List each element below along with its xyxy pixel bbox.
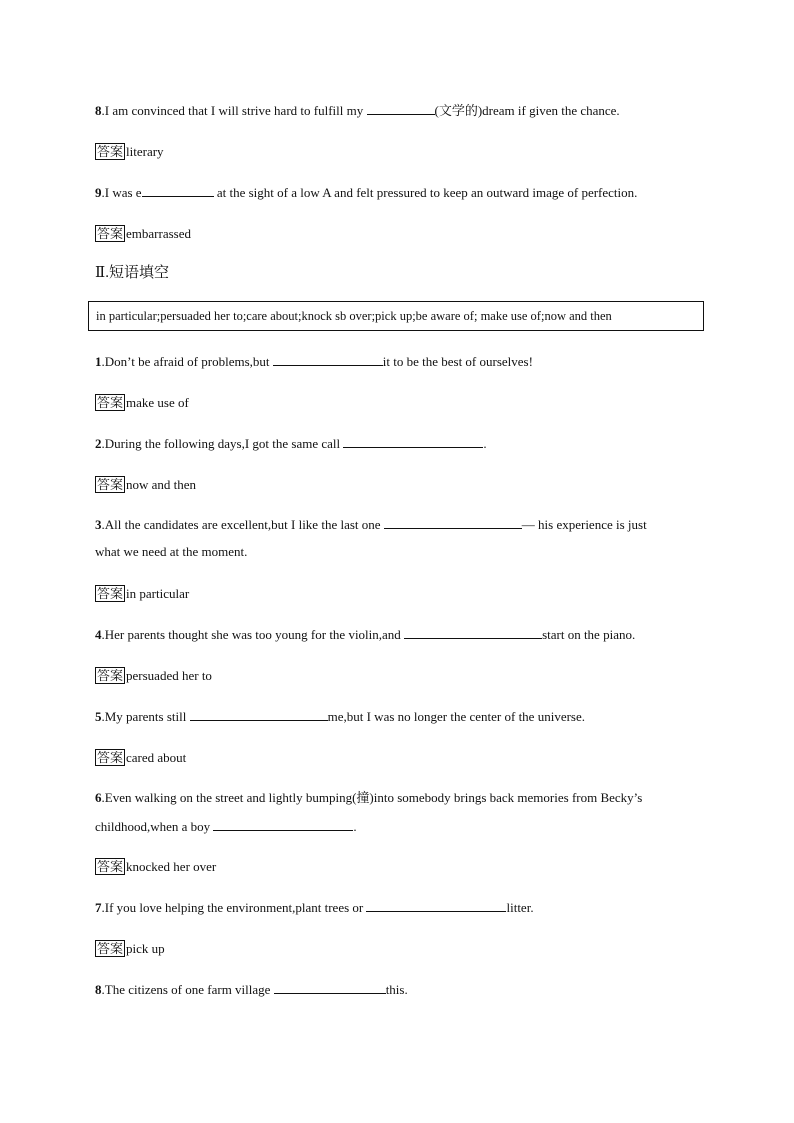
answer-label: 答案 xyxy=(97,477,124,492)
question-9 xyxy=(95,184,637,201)
question-text: .My parents still xyxy=(101,709,190,724)
answer-5 xyxy=(95,749,186,766)
question-text: .Don’t be afraid of problems,but xyxy=(101,354,273,369)
word-bank-box xyxy=(88,301,704,331)
question-number: 2 xyxy=(95,436,102,451)
answer-label: 答案 xyxy=(97,941,124,956)
question-7 xyxy=(95,899,534,916)
question-text: at the sight of a low A and felt pressured to keep an outward image of perfection. xyxy=(213,185,638,200)
question-text: — his experience is just xyxy=(521,517,647,532)
question-text: childhood,when a boy xyxy=(95,819,214,834)
question-number: 8 xyxy=(95,103,102,118)
question-2 xyxy=(95,435,487,452)
answer-2 xyxy=(95,476,196,493)
answer-text: knocked her over xyxy=(126,859,217,874)
answer-4 xyxy=(95,667,212,684)
answer-text: make use of xyxy=(126,395,189,410)
answer-label: 答案 xyxy=(97,395,124,410)
question-number: 8 xyxy=(95,982,102,997)
answer-text: in particular xyxy=(126,586,190,601)
answer-3 xyxy=(95,585,189,602)
question-text: start on the piano. xyxy=(542,627,636,642)
question-text: it to be the best of ourselves! xyxy=(382,354,533,369)
answer-1 xyxy=(95,394,189,411)
question-number: 5 xyxy=(95,709,102,724)
answer-blank xyxy=(190,708,328,721)
question-6 xyxy=(95,790,642,806)
answer-blank xyxy=(404,626,542,639)
question-6-cont xyxy=(95,818,357,835)
answer-6 xyxy=(95,858,216,875)
question-text: this. xyxy=(385,982,408,997)
answer-8a xyxy=(95,143,164,160)
question-text: .I was e xyxy=(101,185,142,200)
answer-label: 答案 xyxy=(97,750,124,765)
section-title: Ⅱ.短语填空 xyxy=(95,265,169,281)
answer-blank xyxy=(384,516,522,529)
answer-blank xyxy=(343,435,483,448)
question-8b xyxy=(95,981,408,998)
answer-label: 答案 xyxy=(97,859,124,874)
answer-text: now and then xyxy=(126,477,197,492)
question-text: .Even walking on the street and lightly bumping(撞)into somebody brings back memories from Becky’s xyxy=(101,790,643,805)
question-number: 1 xyxy=(95,354,102,369)
question-text: litter. xyxy=(506,900,534,915)
answer-blank xyxy=(274,981,386,994)
question-text: . xyxy=(483,436,487,451)
answer-blank xyxy=(142,184,214,197)
answer-text: pick up xyxy=(126,941,165,956)
answer-text: persuaded her to xyxy=(126,668,212,683)
answer-label: 答案 xyxy=(97,144,124,159)
answer-text: literary xyxy=(126,144,164,159)
question-text: . xyxy=(353,819,357,834)
question-3 xyxy=(95,516,647,533)
question-number: 9 xyxy=(95,185,102,200)
answer-7 xyxy=(95,940,165,957)
answer-label: 答案 xyxy=(97,226,124,241)
question-text: .All the candidates are excellent,but I like the last one xyxy=(101,517,384,532)
answer-label: 答案 xyxy=(97,586,124,601)
question-text: .If you love helping the environment,plant trees or xyxy=(101,900,367,915)
question-number: 6 xyxy=(95,790,102,805)
word-bank-text: in particular;persuaded her to;care about;knock sb over;pick up;be aware of; make use of;now and then xyxy=(96,309,612,323)
question-number: 4 xyxy=(95,627,102,642)
answer-blank xyxy=(273,353,383,366)
answer-blank xyxy=(213,818,353,831)
question-text: .During the following days,I got the same call xyxy=(101,436,344,451)
answer-9 xyxy=(95,225,191,242)
question-text: (文学的)dream if given the chance. xyxy=(434,103,620,118)
question-text: .I am convinced that I will strive hard to fulfill my xyxy=(101,103,367,118)
answer-text: embarrassed xyxy=(126,226,191,241)
question-8a xyxy=(95,102,620,119)
question-3-cont xyxy=(95,544,247,560)
question-text: .The citizens of one farm village xyxy=(101,982,274,997)
question-1 xyxy=(95,353,533,370)
question-number: 7 xyxy=(95,900,102,915)
question-number: 3 xyxy=(95,517,102,532)
answer-blank xyxy=(366,899,506,912)
question-text: what we need at the moment. xyxy=(95,544,248,559)
question-4 xyxy=(95,626,635,643)
question-text: me,but I was no longer the center of the universe. xyxy=(327,709,585,724)
question-text: .Her parents thought she was too young for the violin,and xyxy=(101,627,405,642)
answer-blank xyxy=(367,102,435,115)
question-5 xyxy=(95,708,585,725)
answer-text: cared about xyxy=(126,750,187,765)
answer-label: 答案 xyxy=(97,668,124,683)
